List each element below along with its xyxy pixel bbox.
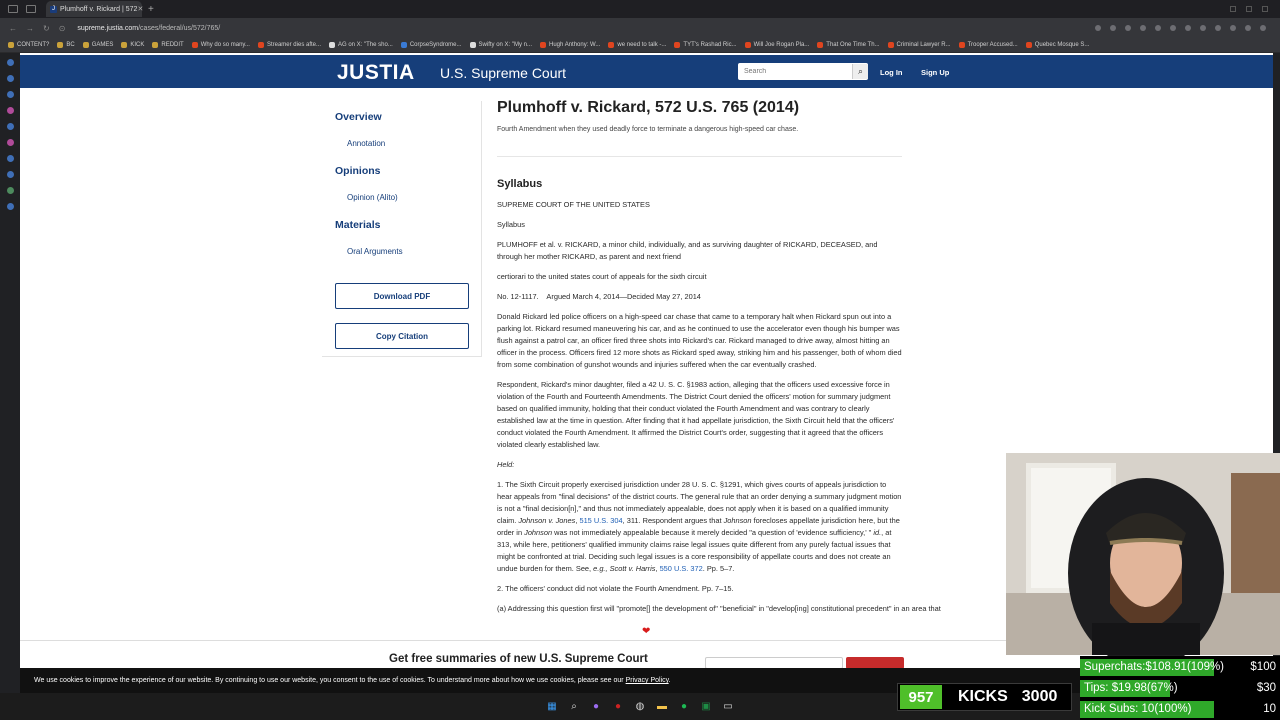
url-path: /cases/federal/us/572/765/ [138,24,221,32]
forward-icon[interactable]: → [26,23,34,33]
case-name: Johnson [524,528,553,537]
minimize-icon[interactable] [1230,6,1236,12]
syllabus-label: Syllabus [497,220,525,229]
extension-icon[interactable] [1095,25,1101,31]
divider [497,156,902,157]
sidebar-app-icon[interactable] [7,155,14,162]
justia-logo[interactable]: JUSTIA [337,61,415,84]
goal-label [1084,661,1224,673]
bookmark-icon [57,42,63,48]
sidebar-app-icon[interactable] [7,91,14,98]
browser-sidebar [0,53,20,693]
bookmark-label: Streamer dies afte... [266,42,321,48]
bookmark-item[interactable] [817,42,879,48]
window-menu-icon[interactable] [8,5,18,13]
holding-text: , [575,516,580,525]
extension-icon[interactable] [1200,25,1206,31]
terminal-icon[interactable]: ▭ [723,701,733,712]
tab-list-icon[interactable] [26,5,36,13]
bookmark-label: TYT's Rashad Ric... [683,42,737,48]
bookmark-item[interactable] [888,42,951,48]
certiorari-line: certiorari to the united states court of appeals for the sixth circuit [497,272,707,281]
goal-name: Superchats: [1084,661,1146,673]
new-tab-icon[interactable]: + [148,3,154,15]
webcam-overlay [1006,453,1280,655]
sidebar-app-icon[interactable] [7,75,14,82]
bookmark-item[interactable] [674,42,736,48]
chrome-app-icon[interactable]: ◍ [635,701,645,712]
case-name: Johnson v. Jones [518,516,576,525]
holding-text: forecloses appellate jurisdiction here, but the order in [497,516,900,537]
browser-tab-bar [0,0,1280,18]
bookmark-label: CONTENT? [17,42,50,48]
bookmark-label: AG on X: "The sho... [338,42,393,48]
bookmark-label: KICK [130,42,145,48]
court-name: SUPREME COURT OF THE UNITED STATES [497,200,650,209]
bookmark-label: That One Time Th... [826,42,880,48]
held-text: Held: [497,460,515,469]
sidebar-app-icon[interactable] [7,203,14,210]
download-pdf-button[interactable]: Download PDF [335,283,469,309]
docket-line: No. 12-1117. Argued March 4, 2014—Decided May 27, 2014 [497,292,701,301]
browser-tab-active[interactable] [46,1,142,17]
holding-text: , 311. Respondent argues that [622,516,724,525]
nav-oral-arguments[interactable]: Oral Arguments [347,247,403,256]
excel-icon[interactable]: ▣ [701,701,711,712]
held-label [497,459,902,471]
clipped-text-line: Fourth Amendment when they used deadly force to terminate a dangerous high-speed car chase. [497,126,799,133]
goal-target: 10 [1263,703,1276,715]
extension-icon[interactable] [1140,25,1146,31]
goal-value: 10(100%) [1141,703,1192,715]
procedure-paragraph: Respondent, Rickard's minor daughter, filed a 42 U. S. C. §1983 action, alleging that the officers used excessive force in violation of the Fourth and Fourteenth Amendments. The District Court denied the officers' motion for summary judgment based on qualified immunity, holding that their conduct violated the Fourth Amendment and was contrary to clearly established law at the time in question. After finding that it had appellate jurisdiction, the Sixth Circuit held that the officers' conduct violated the Fourth Amendment. It affirmed the District Court's order, suggesting that it agreed that the officers violated clearly established law. [497,380,895,449]
goal-row-tips [1080,678,1280,698]
nav-overview[interactable]: Overview [335,111,382,123]
sidebar-app-icon[interactable] [7,139,14,146]
window-controls [1230,6,1268,12]
webcam-image [1006,453,1280,655]
spotify-icon[interactable]: ● [680,701,688,712]
sidebar-app-icon[interactable] [7,107,14,114]
bookmark-icon [192,42,198,48]
bookmark-item[interactable] [83,42,114,48]
bookmark-icon [83,42,89,48]
folder-icon[interactable]: ▬ [657,701,667,712]
privacy-policy-link[interactable]: Privacy Policy [625,677,669,684]
extension-icon[interactable] [1185,25,1191,31]
kicks-label: KICKS [958,688,1008,705]
bookmark-icon [674,42,680,48]
stream-goals [1080,656,1280,720]
citation-link[interactable]: 515 U.S. 304 [579,516,623,525]
bookmark-item[interactable] [192,42,250,48]
copy-citation-button[interactable]: Copy Citation [335,323,469,349]
syllabus-heading: Syllabus [497,178,543,190]
goal-row-kick-subs [1080,699,1280,719]
holding-paragraph-2a: (a) Addressing this question first will "promote[] the development of" "beneficial" in "develop[ing] constitutional precedent" in an area that [497,604,941,613]
holding-paragraph-2: 2. The officers' conduct did not violate the Fourth Amendment. Pp. 7–15. [497,584,734,593]
url-host: supreme.justia.com [77,24,139,32]
goal-name: Tips: [1084,682,1109,694]
justia-favicon-icon: J [52,5,55,12]
signup-link[interactable]: Sign Up [921,68,950,77]
holding-text: . Pp. 5–7. [702,564,735,573]
case-name: e.g., Scott v. Harris [593,564,656,573]
bookmark-label: Quebec Mosque S... [1034,42,1090,48]
kicks-counter [897,683,1072,711]
bookmark-label: Trooper Accused... [967,42,1018,48]
kicks-goal: 3000 [1021,688,1058,705]
extension-icon[interactable] [1155,25,1161,31]
bookmark-label: Criminal Lawyer R... [896,42,951,48]
nav-opinions[interactable]: Opinions [335,165,381,177]
bookmark-icon [888,42,894,48]
bookmark-label: Swifty on X: "My n... [478,42,533,48]
goal-label [1084,703,1191,715]
nav-materials[interactable]: Materials [335,219,381,231]
extension-icon[interactable] [1245,25,1251,31]
nav-annotation[interactable]: Annotation [347,139,386,148]
citation-link[interactable]: 550 U.S. 372 [659,564,703,573]
holding-text: , at 313, while here, petitioners' qualified immunity claims raise legal issues quite different from any purely factual issues that might be confronted at trial. Deciding such legal issues is a core responsibility of appellate courts and does not create an undue burden for them. See, [497,528,892,573]
cookie-end: . [668,677,671,684]
holding-text: 1. The Sixth Circuit properly exercised jurisdiction under 28 U. S. C. §1291, which gives courts of appeals jurisdiction to hear appeals from "final decisions" of the district courts. The general rule that an order denying a summary judgment motion is not a "final decision[n]," and thus not immediately appealable, does not apply when it is based on a qualified immunity claim. [497,480,902,525]
kicks-count: 957 [900,685,942,709]
reload-icon[interactable]: ↻ [43,23,50,33]
bookmark-icon [608,42,614,48]
bookmark-icon [152,42,158,48]
page-title: Plumhoff v. Rickard, 572 U.S. 765 (2014) [497,99,800,116]
browser-app-icon[interactable]: ● [592,701,600,712]
goal-value: $19.98(67%) [1111,682,1178,694]
holding-text: was not immediately appealable because it merely decided "a question of 'evidence sufficiency,' " [552,528,874,537]
extension-icon[interactable] [1260,25,1266,31]
goal-label [1084,682,1178,694]
site-search [738,63,868,80]
bookmark-item[interactable] [57,42,74,48]
nav-opinion-alito[interactable]: Opinion (Alito) [347,193,398,202]
bookmark-label: Will Joe Rogan Pla... [753,42,810,48]
maximize-icon[interactable] [1246,6,1252,12]
bookmark-item[interactable] [959,42,1018,48]
search-input[interactable] [738,68,848,75]
back-icon[interactable]: ← [9,23,17,33]
bookmark-label: GAMES [91,42,114,48]
site-header [20,55,1273,88]
tab-title: Plumhoff v. Rickard | 572 [60,5,138,13]
bookmark-icon [540,42,546,48]
bookmark-item[interactable] [470,42,532,48]
case-navigation [322,101,482,357]
bookmark-item[interactable] [745,42,810,48]
recording-app-icon[interactable]: ● [614,701,622,712]
heart-icon: ❤ [642,626,651,637]
bookmarks-bar [0,38,1280,53]
extension-icon[interactable] [1215,25,1221,31]
extension-icon[interactable] [1110,25,1116,31]
sidebar-app-icon[interactable] [7,123,14,130]
goal-target: $30 [1256,682,1276,694]
holding-paragraph-1 [497,479,902,575]
bookmark-label: we need to talk -... [617,42,667,48]
bookmark-item[interactable] [8,42,49,48]
cookie-text: We use cookies to improve the experience of our website. By continuing to use our website, you consent to the use of cookies. To understand more about how we use cookies, please see our [34,677,626,684]
bookmark-icon [959,42,965,48]
case-parties: PLUMHOFF et al. v. RICKARD, a minor child, individually, and as surviving daughter of RICKARD, DECEASED, and through her mother RICKARD, as parent and next friend [497,240,878,261]
bookmark-label: CorpseSyndrome... [409,42,462,48]
bookmark-item[interactable] [258,42,321,48]
extension-icon[interactable] [1170,25,1176,31]
bookmark-item[interactable] [152,42,183,48]
newsletter-title: Get free summaries of new U.S. Supreme Court [389,653,648,665]
bookmark-item[interactable] [540,42,600,48]
extension-icon[interactable] [1230,25,1236,31]
cookie-message [34,677,671,684]
opinion-content [497,177,941,623]
extensions-area [1095,25,1266,31]
windows-start-icon[interactable]: ▦ [547,701,557,712]
close-tab-icon[interactable]: ✕ [137,6,144,13]
bookmark-item[interactable] [329,42,393,48]
goal-value: $108.91(109%) [1145,661,1225,673]
search-icon[interactable]: ⌕ [852,64,868,79]
login-link[interactable]: Log In [880,68,903,77]
case-name: Johnson [723,516,752,525]
bookmark-icon [8,42,14,48]
site-info-icon[interactable]: ⊙ [58,23,66,33]
url-field[interactable] [77,25,220,32]
bookmark-icon [329,42,335,48]
holding-text: , [655,564,660,573]
search-icon[interactable]: ⌕ [571,701,577,712]
bookmark-icon [258,42,264,48]
goal-target: $100 [1250,661,1276,673]
logo-subtitle[interactable]: U.S. Supreme Court [440,65,567,81]
address-bar-row [0,18,1280,38]
bookmark-label: REDDIT [161,42,184,48]
bookmark-item[interactable] [121,42,144,48]
goal-name: Kick Subs: [1084,703,1139,715]
sidebar-app-icon[interactable] [7,187,14,194]
bookmark-icon [817,42,823,48]
bookmark-label: Hugh Anthony: W... [549,42,601,48]
close-window-icon[interactable] [1262,6,1268,12]
bookmark-item[interactable] [608,42,666,48]
bookmark-icon [745,42,751,48]
bookmark-item[interactable] [401,42,462,48]
goal-row-superchats [1080,657,1280,677]
facts-paragraph: Donald Rickard led police officers on a high-speed car chase that came to a temporary halt when Rickard spun out into a parking lot. Rickard resumed maneuvering his car, and as he continued to use the accelerator even though his bumper was flush against a patrol car, an officer fired three shots into Rickard's car. Rickard managed to drive away, almost hitting an officer in the process. Officers fired 12 more shots as Rickard sped away, striking him and his passenger, both of whom died from some combination of gunshot wounds and injuries suffered when the car eventually crashed. [497,312,902,369]
bookmark-label: BC [66,42,75,48]
id-reference: id. [873,528,882,537]
bookmark-item[interactable] [1026,42,1090,48]
bookmark-label: Why do so many... [200,42,250,48]
sidebar-app-icon[interactable] [7,59,14,66]
bookmark-icon [1026,42,1032,48]
bookmark-icon [470,42,476,48]
extension-icon[interactable] [1125,25,1131,31]
bookmark-icon [121,42,127,48]
sidebar-app-icon[interactable] [7,171,14,178]
bookmark-icon [401,42,407,48]
